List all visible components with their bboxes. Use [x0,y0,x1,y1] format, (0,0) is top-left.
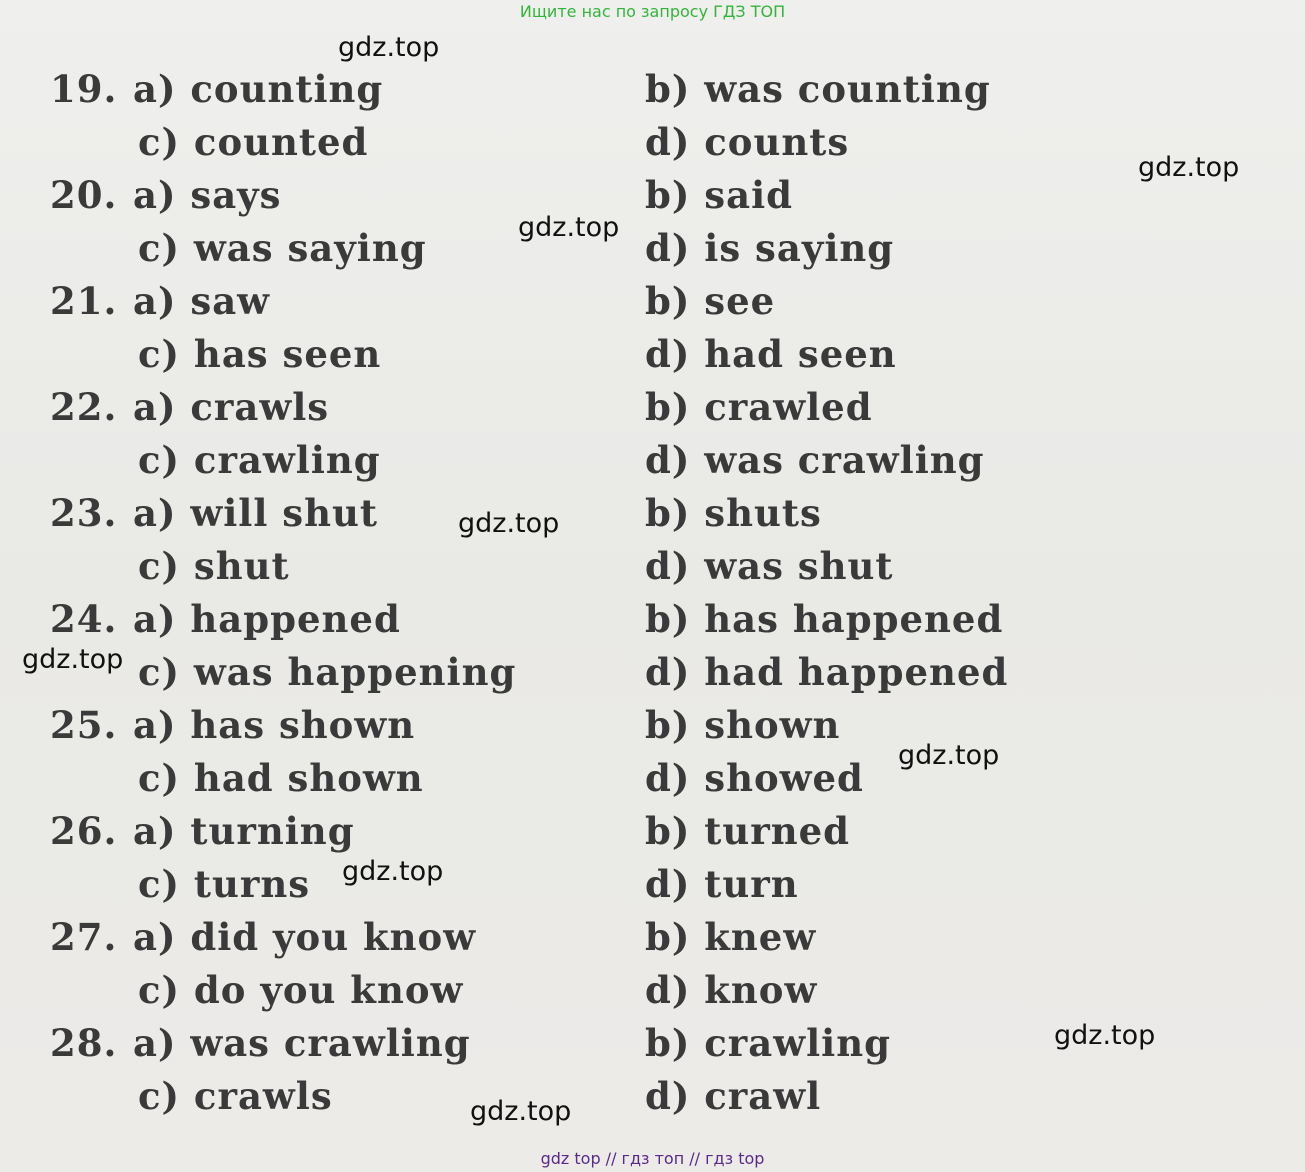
option-c: c) counted [138,120,369,164]
option-b: b) crawled [645,385,873,429]
exercise-number: 23. [50,491,118,535]
exercise-number: 26. [50,809,118,853]
option-d: d) showed [645,756,864,800]
option-a: a) crawls [133,385,330,429]
option-b: b) turned [645,809,851,853]
option-d: d) counts [645,120,850,164]
exercise-number: 27. [50,915,118,959]
option-a: a) did you know [133,915,477,959]
watermark: gdz.top [518,212,620,243]
option-c: c) turns [138,862,311,906]
option-c: c) shut [138,544,290,588]
watermark: gdz.top [1138,152,1240,183]
option-d: d) know [645,968,818,1012]
option-a: a) says [133,173,282,217]
option-d: d) crawl [645,1074,822,1118]
option-d: d) had happened [645,650,1009,694]
option-c: c) has seen [138,332,382,376]
option-a: a) was crawling [133,1021,471,1065]
option-b: b) crawling [645,1021,891,1065]
option-d: d) is saying [645,226,895,270]
option-d: d) was crawling [645,438,985,482]
option-c: c) crawls [138,1074,333,1118]
option-b: b) see [645,279,776,323]
option-a: a) turning [133,809,355,853]
option-b: b) was counting [645,67,991,111]
option-d: d) turn [645,862,799,906]
option-a: a) saw [133,279,271,323]
exercise-number: 28. [50,1021,118,1065]
exercise-number: 20. [50,173,118,217]
exercise-number: 25. [50,703,118,747]
exercise-number: 21. [50,279,118,323]
watermark: gdz.top [1054,1020,1156,1051]
option-a: a) will shut [133,491,378,535]
footer-links[interactable]: gdz top // гдз топ // гдз top [540,1149,765,1168]
option-b: b) shown [645,703,841,747]
search-banner[interactable]: Ищите нас по запросу ГДЗ ТОП [519,2,786,21]
watermark: gdz.top [470,1096,572,1127]
exercise-number: 19. [50,67,118,111]
option-a: a) happened [133,597,401,641]
option-c: c) was saying [138,226,427,270]
option-b: b) said [645,173,793,217]
option-c: c) crawling [138,438,381,482]
option-b: b) has happened [645,597,1004,641]
option-c: c) do you know [138,968,464,1012]
watermark: gdz.top [342,856,444,887]
option-d: d) was shut [645,544,894,588]
option-d: d) had seen [645,332,897,376]
option-c: c) was happening [138,650,517,694]
watermark: gdz.top [898,740,1000,771]
option-a: a) counting [133,67,384,111]
option-b: b) shuts [645,491,822,535]
watermark: gdz.top [22,644,124,675]
watermark: gdz.top [338,32,440,63]
option-a: a) has shown [133,703,416,747]
exercise-number: 24. [50,597,118,641]
watermark: gdz.top [458,508,560,539]
option-b: b) knew [645,915,817,959]
exercise-number: 22. [50,385,118,429]
option-c: c) had shown [138,756,424,800]
